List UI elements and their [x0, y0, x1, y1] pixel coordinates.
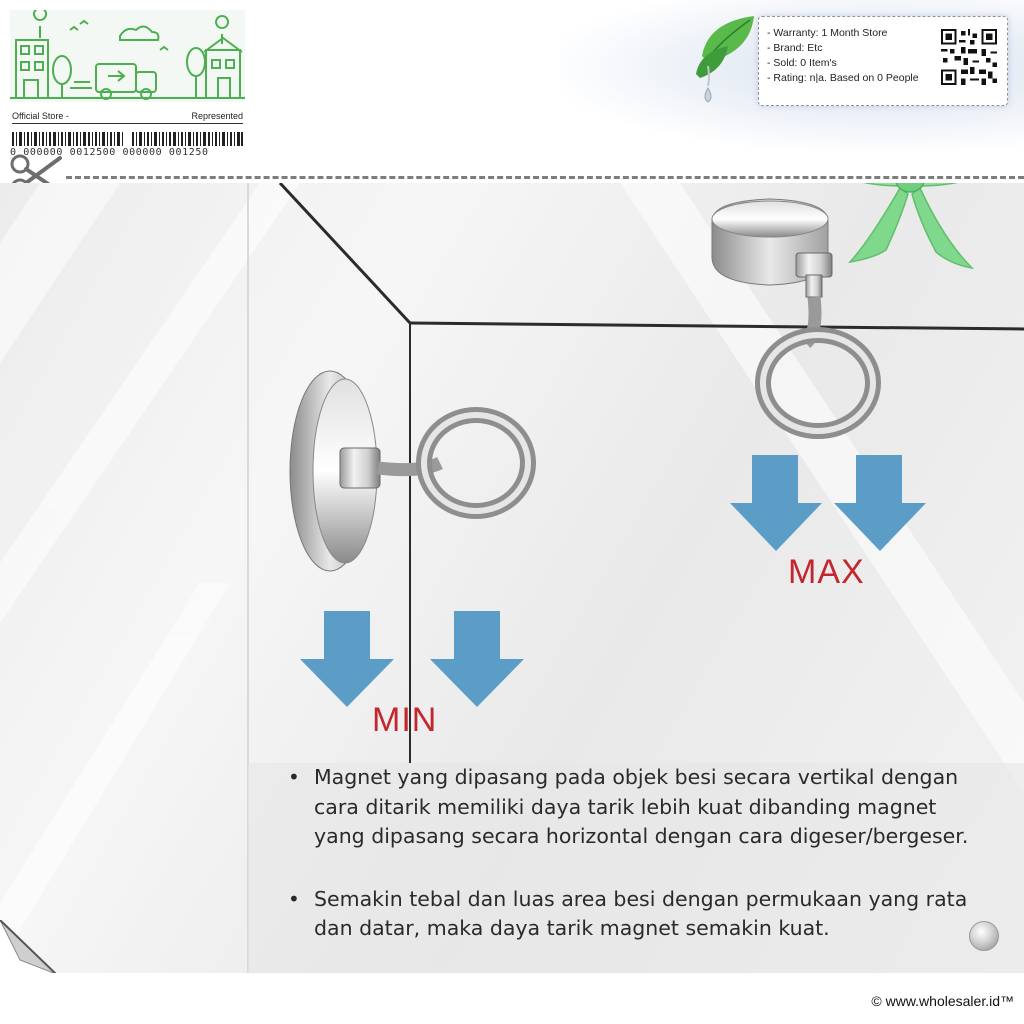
down-arrow-icon [430, 611, 524, 707]
store-type-label: Official Store - [12, 111, 69, 121]
down-arrow-icon [730, 455, 822, 551]
store-card [10, 10, 245, 158]
min-arrows [300, 611, 524, 707]
description-block [248, 763, 1024, 973]
warranty-info: - Warranty: 1 Month Store [767, 27, 888, 39]
max-label: MAX [788, 553, 865, 591]
product-info-box [758, 16, 1008, 106]
product-info-list [767, 26, 919, 86]
description-bullet-2: • Semakin tebal dan luas area besi dengan permukaan yang rata dan datar, maka daya tarik magnet semakin kuat. [286, 885, 986, 944]
qr-code-icon [941, 29, 997, 85]
header [0, 0, 1024, 180]
bow-ribbon [832, 183, 990, 268]
cut-line [66, 176, 1024, 179]
description-list [286, 763, 986, 973]
leaf-icon [694, 12, 760, 110]
copyright-text: © www.wholesaler.id™ [871, 993, 1014, 1009]
rating-info: - Rating: n|a. Based on 0 People [767, 72, 919, 84]
brand-info: - Brand: Etc [767, 42, 823, 54]
sold-info: - Sold: 0 Item's [767, 57, 837, 69]
scroll-knob[interactable] [969, 921, 999, 951]
footer [0, 973, 1024, 1024]
city-illustration-icon [10, 10, 245, 102]
description-bullet-1: • Magnet yang dipasang pada objek besi secara vertikal dengan cara ditarik memiliki daya tarik lebih kuat dibanding magnet yang dipasang secara horizontal dengan cara digeser/bergeser. [286, 763, 986, 852]
product-panel [0, 183, 1024, 973]
page-curl-icon[interactable] [0, 920, 56, 974]
store-line [12, 111, 243, 124]
barcode-icon [12, 132, 243, 146]
store-status-label: Represented [191, 111, 243, 121]
min-label: MIN [372, 701, 438, 739]
down-arrow-icon [300, 611, 394, 707]
barcode-number: 0 000000 0012500 000000 001250 [10, 147, 209, 158]
